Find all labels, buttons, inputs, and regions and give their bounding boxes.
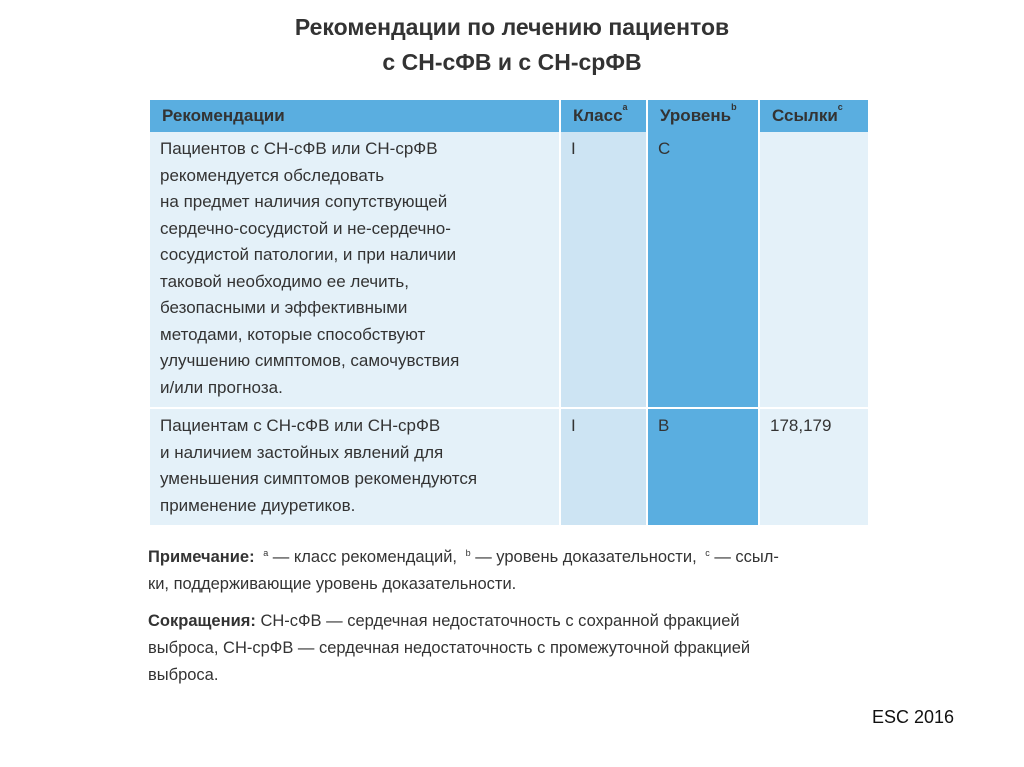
note-block bbox=[148, 544, 876, 598]
note-line-2: ки, поддерживающие уровень доказательности. bbox=[148, 575, 517, 593]
note-label: Примечание: bbox=[148, 548, 255, 566]
level-cell: C bbox=[647, 132, 759, 408]
abbreviations-line-2: выброса, СН-срФВ — сердечная недостаточность с промежуточной фракцией bbox=[148, 639, 751, 657]
note-text-c: — ссыл- bbox=[714, 548, 779, 566]
abbreviations-label: Сокращения: bbox=[148, 612, 256, 630]
abbreviations-block bbox=[148, 608, 876, 689]
note-text-b: — уровень доказательности, bbox=[475, 548, 697, 566]
note-sup-b: b bbox=[465, 548, 471, 558]
table-header-row bbox=[150, 100, 868, 132]
level-cell: B bbox=[647, 408, 759, 526]
recommendation-text: Пациентов с СН-сФВ или СН-срФВ рекомендуется обследовать на предмет наличия сопутствующей сердечно-сосудистой и не-сердечно- сосудистой патологии, и при наличии таковой необходимо ее лечить, безопасными и эффективными методами, которые способствуют улучшению симптомов, самочувствия и/или прогноза. bbox=[150, 132, 560, 408]
header-level-sup: b bbox=[731, 102, 737, 112]
abbreviations-line-1: СН-сФВ — сердечная недостаточность с сохранной фракцией bbox=[260, 612, 740, 630]
table-row bbox=[150, 408, 868, 526]
note-text-a: — класс рекомендаций, bbox=[272, 548, 458, 566]
refs-cell: 178,179 bbox=[759, 408, 868, 526]
header-recommendations: Рекомендации bbox=[150, 100, 560, 132]
abbreviations-line-3: выброса. bbox=[148, 666, 219, 684]
recommendation-text: Пациентам с СН-сФВ или СН-срФВ и наличием застойных явлений для уменьшения симптомов рекомендуются применение диуретиков. bbox=[150, 408, 560, 526]
header-class: Класс$^a$ bbox=[560, 100, 647, 132]
class-cell: I bbox=[560, 408, 647, 526]
title-line-2: с СН-сФВ и с СН-срФВ bbox=[382, 49, 642, 75]
note-sup-c: c bbox=[705, 548, 710, 558]
title-line-1: Рекомендации по лечению пациентов bbox=[294, 14, 730, 40]
source-footer: ESC 2016 bbox=[872, 707, 955, 727]
refs-cell bbox=[759, 132, 868, 408]
header-class-sup: a bbox=[622, 102, 628, 112]
page-title bbox=[0, 10, 1024, 80]
table-row bbox=[150, 132, 868, 408]
note-sup-a: a bbox=[263, 548, 269, 558]
class-cell: I bbox=[560, 132, 647, 408]
header-refs: Ссылки$^c$ bbox=[759, 100, 868, 132]
recommendations-table bbox=[150, 100, 868, 527]
header-refs-sup: c bbox=[837, 102, 843, 112]
header-level: Уровень$^b$ bbox=[647, 100, 759, 132]
